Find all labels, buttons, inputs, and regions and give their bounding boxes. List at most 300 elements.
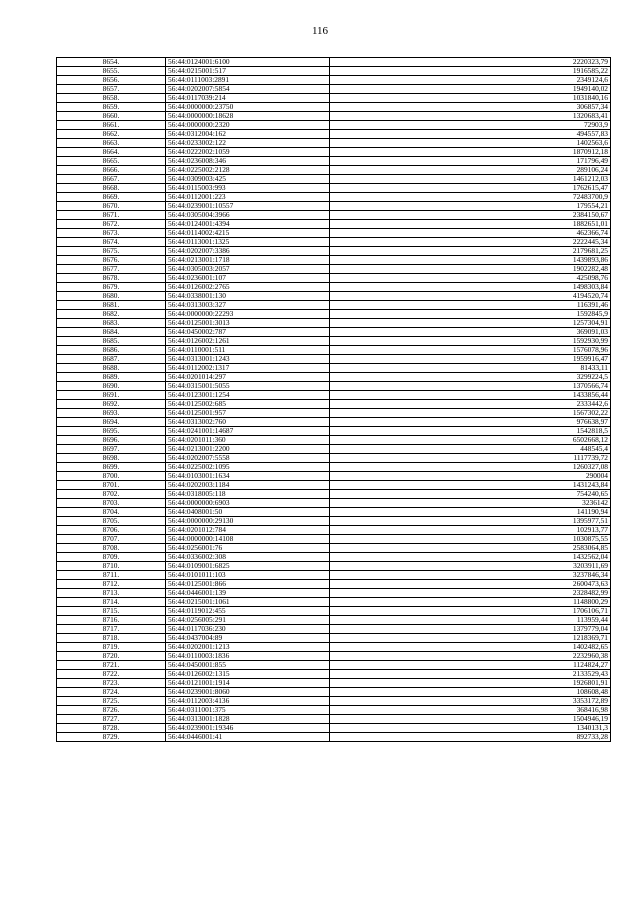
- value-cell: 1504946,19: [330, 715, 611, 724]
- value-cell: 462366,74: [330, 229, 611, 238]
- page-number: 116: [311, 25, 329, 37]
- value-cell: 1576078,96: [330, 346, 611, 355]
- table-row: [57, 184, 611, 193]
- row-number-cell: 8660.: [57, 112, 166, 121]
- cadastral-number-cell: 56:44:0202003:1184: [166, 481, 330, 490]
- cadastral-number-cell: 56:44:0000000:6903: [166, 499, 330, 508]
- cadastral-number-cell: 56:44:0215001:1061: [166, 598, 330, 607]
- value-cell: 1959916,47: [330, 355, 611, 364]
- value-cell: 116391,46: [330, 301, 611, 310]
- cadastral-number-cell: 56:44:0450002:787: [166, 328, 330, 337]
- table-row: [57, 670, 611, 679]
- row-number-cell: 8708.: [57, 544, 166, 553]
- value-cell: 2133529,43: [330, 670, 611, 679]
- cadastral-number-cell: 56:44:0113001:1325: [166, 238, 330, 247]
- value-cell: 368416,98: [330, 706, 611, 715]
- value-cell: 1148800,29: [330, 598, 611, 607]
- table-row: [57, 67, 611, 76]
- value-cell: 976638,97: [330, 418, 611, 427]
- table-row: [57, 598, 611, 607]
- cadastral-number-cell: 56:44:0241001:14687: [166, 427, 330, 436]
- row-number-cell: 8702.: [57, 490, 166, 499]
- table-row: [57, 175, 611, 184]
- table-row: [57, 580, 611, 589]
- table-row: [57, 346, 611, 355]
- cadastral-number-cell: 56:44:0336002:308: [166, 553, 330, 562]
- value-cell: 1461212,03: [330, 175, 611, 184]
- row-number-cell: 8665.: [57, 157, 166, 166]
- value-cell: 2179681,25: [330, 247, 611, 256]
- value-cell: 754240,65: [330, 490, 611, 499]
- cadastral-number-cell: 56:44:0201012:784: [166, 526, 330, 535]
- row-number-cell: 8717.: [57, 625, 166, 634]
- table-row: [57, 571, 611, 580]
- value-cell: 3353172,89: [330, 697, 611, 706]
- row-number-cell: 8727.: [57, 715, 166, 724]
- row-number-cell: 8671.: [57, 211, 166, 220]
- cadastral-number-cell: 56:44:0112001:223: [166, 193, 330, 202]
- value-cell: 2583064,85: [330, 544, 611, 553]
- cadastral-number-cell: 56:44:0123001:1254: [166, 391, 330, 400]
- value-cell: 290004: [330, 472, 611, 481]
- value-cell: 72483700,9: [330, 193, 611, 202]
- value-cell: 494557,83: [330, 130, 611, 139]
- row-number-cell: 8663.: [57, 139, 166, 148]
- row-number-cell: 8695.: [57, 427, 166, 436]
- row-number-cell: 8657.: [57, 85, 166, 94]
- value-cell: 1257304,91: [330, 319, 611, 328]
- row-number-cell: 8687.: [57, 355, 166, 364]
- value-cell: 1402482,65: [330, 643, 611, 652]
- value-cell: 2349124,6: [330, 76, 611, 85]
- table-row: [57, 139, 611, 148]
- cadastral-number-cell: 56:44:0000000:18628: [166, 112, 330, 121]
- row-number-cell: 8678.: [57, 274, 166, 283]
- row-number-cell: 8688.: [57, 364, 166, 373]
- table-row: [57, 634, 611, 643]
- table-row: [57, 76, 611, 85]
- row-number-cell: 8684.: [57, 328, 166, 337]
- value-cell: 1916585,22: [330, 67, 611, 76]
- value-cell: 3299224,5: [330, 373, 611, 382]
- cadastral-number-cell: 56:44:0202001:1213: [166, 643, 330, 652]
- row-number-cell: 8659.: [57, 103, 166, 112]
- cadastral-number-cell: 56:44:0202007:5558: [166, 454, 330, 463]
- table-row: [57, 436, 611, 445]
- row-number-cell: 8713.: [57, 589, 166, 598]
- table-row: [57, 85, 611, 94]
- row-number-cell: 8729.: [57, 733, 166, 742]
- cadastral-number-cell: 56:44:0117039:214: [166, 94, 330, 103]
- row-number-cell: 8680.: [57, 292, 166, 301]
- cadastral-number-cell: 56:44:0101011:103: [166, 571, 330, 580]
- table-row: [57, 589, 611, 598]
- table-row: [57, 688, 611, 697]
- table-row: [57, 616, 611, 625]
- row-number-cell: 8725.: [57, 697, 166, 706]
- cadastral-number-cell: 56:44:0225002:2128: [166, 166, 330, 175]
- row-number-cell: 8706.: [57, 526, 166, 535]
- row-number-cell: 8675.: [57, 247, 166, 256]
- table-row: [57, 625, 611, 634]
- cadastral-number-cell: 56:44:0117036:230: [166, 625, 330, 634]
- row-number-cell: 8691.: [57, 391, 166, 400]
- table-row: [57, 94, 611, 103]
- cadastral-number-cell: 56:44:0222002:1059: [166, 148, 330, 157]
- row-number-cell: 8666.: [57, 166, 166, 175]
- value-cell: 108608,48: [330, 688, 611, 697]
- table-row: [57, 157, 611, 166]
- cadastral-number-cell: 56:44:0119012:455: [166, 607, 330, 616]
- cadastral-number-cell: 56:44:0125001:866: [166, 580, 330, 589]
- cadastral-number-cell: 56:44:0239001:10557: [166, 202, 330, 211]
- row-number-cell: 8681.: [57, 301, 166, 310]
- value-cell: 141190,94: [330, 508, 611, 517]
- table-row: [57, 211, 611, 220]
- value-cell: 1902282,48: [330, 265, 611, 274]
- cadastral-number-cell: 56:44:0311001:375: [166, 706, 330, 715]
- table-row: [57, 229, 611, 238]
- value-cell: 289106,24: [330, 166, 611, 175]
- value-cell: 113959,44: [330, 616, 611, 625]
- cadastral-number-cell: 56:44:0213001:1718: [166, 256, 330, 265]
- value-cell: 2600473,63: [330, 580, 611, 589]
- value-cell: 3237846,34: [330, 571, 611, 580]
- table-row: [57, 265, 611, 274]
- table-row: [57, 283, 611, 292]
- value-cell: 1433856,44: [330, 391, 611, 400]
- row-number-cell: 8694.: [57, 418, 166, 427]
- value-cell: 1706106,71: [330, 607, 611, 616]
- row-number-cell: 8726.: [57, 706, 166, 715]
- value-cell: 3203911,69: [330, 562, 611, 571]
- table-row: [57, 517, 611, 526]
- cadastral-number-cell: 56:44:0000000:29130: [166, 517, 330, 526]
- row-number-cell: 8682.: [57, 310, 166, 319]
- row-number-cell: 8662.: [57, 130, 166, 139]
- cadastral-number-cell: 56:44:0103001:1634: [166, 472, 330, 481]
- row-number-cell: 8674.: [57, 238, 166, 247]
- row-number-cell: 8654.: [57, 58, 166, 67]
- table-row: [57, 679, 611, 688]
- cadastral-number-cell: 56:44:0000000:14108: [166, 535, 330, 544]
- row-number-cell: 8701.: [57, 481, 166, 490]
- row-number-cell: 8664.: [57, 148, 166, 157]
- value-cell: 102913,77: [330, 526, 611, 535]
- row-number-cell: 8676.: [57, 256, 166, 265]
- value-cell: 1567302,22: [330, 409, 611, 418]
- table-row: [57, 373, 611, 382]
- cadastral-number-cell: 56:44:0121001:1914: [166, 679, 330, 688]
- value-cell: 171796,49: [330, 157, 611, 166]
- table-row: [57, 733, 611, 742]
- value-cell: 3236142: [330, 499, 611, 508]
- row-number-cell: 8720.: [57, 652, 166, 661]
- cadastral-number-cell: 56:44:0112002:1317: [166, 364, 330, 373]
- cadastral-number-cell: 56:44:0115003:993: [166, 184, 330, 193]
- row-number-cell: 8655.: [57, 67, 166, 76]
- value-cell: 2222445,34: [330, 238, 611, 247]
- row-number-cell: 8700.: [57, 472, 166, 481]
- cadastral-number-cell: 56:44:0236008:346: [166, 157, 330, 166]
- row-number-cell: 8667.: [57, 175, 166, 184]
- row-number-cell: 8669.: [57, 193, 166, 202]
- table-row: [57, 526, 611, 535]
- cadastral-number-cell: 56:44:0236001:107: [166, 274, 330, 283]
- value-cell: 1402563,6: [330, 139, 611, 148]
- value-cell: 1395977,51: [330, 517, 611, 526]
- value-cell: 1370566,74: [330, 382, 611, 391]
- cadastral-number-cell: 56:44:0256005:291: [166, 616, 330, 625]
- table-row: [57, 706, 611, 715]
- value-cell: 892733,28: [330, 733, 611, 742]
- row-number-cell: 8714.: [57, 598, 166, 607]
- value-cell: 369091,03: [330, 328, 611, 337]
- table-row: [57, 715, 611, 724]
- cadastral-number-cell: 56:44:0437004:89: [166, 634, 330, 643]
- table-row: [57, 166, 611, 175]
- cadastral-number-cell: 56:44:0112003:4136: [166, 697, 330, 706]
- cadastral-number-cell: 56:44:0000000:2320: [166, 121, 330, 130]
- cadastral-number-cell: 56:44:0315001:5055: [166, 382, 330, 391]
- cadastral-number-cell: 56:44:0239001:19346: [166, 724, 330, 733]
- cadastral-number-cell: 56:44:0125002:685: [166, 400, 330, 409]
- value-cell: 81433,11: [330, 364, 611, 373]
- cadastral-number-cell: 56:44:0408001:50: [166, 508, 330, 517]
- row-number-cell: 8693.: [57, 409, 166, 418]
- value-cell: 1432562,04: [330, 553, 611, 562]
- value-cell: 1260327,08: [330, 463, 611, 472]
- cadastral-number-cell: 56:44:0450001:855: [166, 661, 330, 670]
- value-cell: 1949140,02: [330, 85, 611, 94]
- cadastral-number-cell: 56:44:0256001:76: [166, 544, 330, 553]
- row-number-cell: 8712.: [57, 580, 166, 589]
- row-number-cell: 8658.: [57, 94, 166, 103]
- cadastral-number-cell: 56:44:0225002:1095: [166, 463, 330, 472]
- value-cell: 72903,9: [330, 121, 611, 130]
- registry-table: [56, 57, 611, 742]
- value-cell: 1340131,3: [330, 724, 611, 733]
- row-number-cell: 8686.: [57, 346, 166, 355]
- value-cell: 448545,4: [330, 445, 611, 454]
- cadastral-number-cell: 56:44:0213001:2200: [166, 445, 330, 454]
- table-row: [57, 409, 611, 418]
- row-number-cell: 8670.: [57, 202, 166, 211]
- row-number-cell: 8728.: [57, 724, 166, 733]
- table-row: [57, 661, 611, 670]
- value-cell: 1030875,55: [330, 535, 611, 544]
- value-cell: 1762615,47: [330, 184, 611, 193]
- row-number-cell: 8724.: [57, 688, 166, 697]
- row-number-cell: 8716.: [57, 616, 166, 625]
- table-row: [57, 301, 611, 310]
- row-number-cell: 8707.: [57, 535, 166, 544]
- table-row: [57, 490, 611, 499]
- value-cell: 1320683,41: [330, 112, 611, 121]
- cadastral-number-cell: 56:44:0305003:2057: [166, 265, 330, 274]
- table-row: [57, 562, 611, 571]
- row-number-cell: 8704.: [57, 508, 166, 517]
- table-row: [57, 643, 611, 652]
- table-row: [57, 382, 611, 391]
- table-row: [57, 463, 611, 472]
- value-cell: 1379779,04: [330, 625, 611, 634]
- value-cell: 2333442,6: [330, 400, 611, 409]
- cadastral-number-cell: 56:44:0202007:5854: [166, 85, 330, 94]
- cadastral-number-cell: 56:44:0313001:1828: [166, 715, 330, 724]
- table-row: [57, 400, 611, 409]
- value-cell: 425098,76: [330, 274, 611, 283]
- table-row: [57, 337, 611, 346]
- value-cell: 1542818,5: [330, 427, 611, 436]
- row-number-cell: 8677.: [57, 265, 166, 274]
- table-row: [57, 355, 611, 364]
- registry-table-body: [57, 58, 611, 742]
- cadastral-number-cell: 56:44:0312004:162: [166, 130, 330, 139]
- table-row: [57, 724, 611, 733]
- cadastral-number-cell: 56:44:0126002:2765: [166, 283, 330, 292]
- cadastral-number-cell: 56:44:0313001:1243: [166, 355, 330, 364]
- value-cell: 2384150,67: [330, 211, 611, 220]
- value-cell: 1031840,16: [330, 94, 611, 103]
- cadastral-number-cell: 56:44:0125001:3013: [166, 319, 330, 328]
- value-cell: 179554,21: [330, 202, 611, 211]
- table-row: [57, 130, 611, 139]
- row-number-cell: 8661.: [57, 121, 166, 130]
- table-row: [57, 499, 611, 508]
- table-row: [57, 427, 611, 436]
- table-row: [57, 481, 611, 490]
- cadastral-number-cell: 56:44:0215001:517: [166, 67, 330, 76]
- row-number-cell: 8668.: [57, 184, 166, 193]
- value-cell: 2220323,79: [330, 58, 611, 67]
- row-number-cell: 8721.: [57, 661, 166, 670]
- row-number-cell: 8690.: [57, 382, 166, 391]
- cadastral-number-cell: 56:44:0233002:122: [166, 139, 330, 148]
- cadastral-number-cell: 56:44:0000000:23750: [166, 103, 330, 112]
- cadastral-number-cell: 56:44:0202007:3386: [166, 247, 330, 256]
- table-row: [57, 256, 611, 265]
- table-row: [57, 121, 611, 130]
- value-cell: 1592930,99: [330, 337, 611, 346]
- table-row: [57, 193, 611, 202]
- table-row: [57, 112, 611, 121]
- cadastral-number-cell: 56:44:0338001:130: [166, 292, 330, 301]
- table-row: [57, 652, 611, 661]
- value-cell: 306857,34: [330, 103, 611, 112]
- row-number-cell: 8722.: [57, 670, 166, 679]
- table-row: [57, 454, 611, 463]
- cadastral-number-cell: 56:44:0114002:4215: [166, 229, 330, 238]
- row-number-cell: 8711.: [57, 571, 166, 580]
- cadastral-number-cell: 56:44:0110001:511: [166, 346, 330, 355]
- table-row: [57, 328, 611, 337]
- table-row: [57, 220, 611, 229]
- value-cell: 2232960,38: [330, 652, 611, 661]
- cadastral-number-cell: 56:44:0239001:8060: [166, 688, 330, 697]
- cadastral-number-cell: 56:44:0125001:957: [166, 409, 330, 418]
- table-row: [57, 292, 611, 301]
- row-number-cell: 8715.: [57, 607, 166, 616]
- cadastral-number-cell: 56:44:0124001:4394: [166, 220, 330, 229]
- table-row: [57, 544, 611, 553]
- value-cell: 4194520,74: [330, 292, 611, 301]
- table-row: [57, 103, 611, 112]
- row-number-cell: 8672.: [57, 220, 166, 229]
- cadastral-number-cell: 56:44:0201014:297: [166, 373, 330, 382]
- row-number-cell: 8705.: [57, 517, 166, 526]
- value-cell: 6502668,12: [330, 436, 611, 445]
- row-number-cell: 8692.: [57, 400, 166, 409]
- cadastral-number-cell: 56:44:0109001:6825: [166, 562, 330, 571]
- value-cell: 2328482,99: [330, 589, 611, 598]
- table-row: [57, 553, 611, 562]
- table-row: [57, 319, 611, 328]
- cadastral-number-cell: 56:44:0313003:327: [166, 301, 330, 310]
- value-cell: 1439893,86: [330, 256, 611, 265]
- table-row: [57, 148, 611, 157]
- row-number-cell: 8689.: [57, 373, 166, 382]
- table-row: [57, 202, 611, 211]
- table-row: [57, 607, 611, 616]
- row-number-cell: 8685.: [57, 337, 166, 346]
- cadastral-number-cell: 56:44:0446001:139: [166, 589, 330, 598]
- row-number-cell: 8710.: [57, 562, 166, 571]
- row-number-cell: 8679.: [57, 283, 166, 292]
- row-number-cell: 8683.: [57, 319, 166, 328]
- row-number-cell: 8699.: [57, 463, 166, 472]
- cadastral-number-cell: 56:44:0126002:1315: [166, 670, 330, 679]
- cadastral-number-cell: 56:44:0126002:1261: [166, 337, 330, 346]
- row-number-cell: 8673.: [57, 229, 166, 238]
- cadastral-number-cell: 56:44:0305004:3966: [166, 211, 330, 220]
- value-cell: 1117739,72: [330, 454, 611, 463]
- row-number-cell: 8703.: [57, 499, 166, 508]
- row-number-cell: 8718.: [57, 634, 166, 643]
- table-row: [57, 58, 611, 67]
- table-row: [57, 697, 611, 706]
- value-cell: 1882651,01: [330, 220, 611, 229]
- table-row: [57, 445, 611, 454]
- cadastral-number-cell: 56:44:0111003:2891: [166, 76, 330, 85]
- table-row: [57, 535, 611, 544]
- row-number-cell: 8709.: [57, 553, 166, 562]
- row-number-cell: 8696.: [57, 436, 166, 445]
- cadastral-number-cell: 56:44:0318005:118: [166, 490, 330, 499]
- row-number-cell: 8723.: [57, 679, 166, 688]
- value-cell: 1592845,9: [330, 310, 611, 319]
- table-row: [57, 310, 611, 319]
- value-cell: 1218369,71: [330, 634, 611, 643]
- value-cell: 1926801,91: [330, 679, 611, 688]
- cadastral-number-cell: 56:44:0000000:22293: [166, 310, 330, 319]
- cadastral-number-cell: 56:44:0110003:1836: [166, 652, 330, 661]
- value-cell: 1124824,27: [330, 661, 611, 670]
- table-row: [57, 364, 611, 373]
- value-cell: 1431243,84: [330, 481, 611, 490]
- cadastral-number-cell: 56:44:0313002:760: [166, 418, 330, 427]
- row-number-cell: 8719.: [57, 643, 166, 652]
- row-number-cell: 8698.: [57, 454, 166, 463]
- cadastral-number-cell: 56:44:0309003:425: [166, 175, 330, 184]
- table-row: [57, 472, 611, 481]
- row-number-cell: 8656.: [57, 76, 166, 85]
- cadastral-number-cell: 56:44:0446001:41: [166, 733, 330, 742]
- table-row: [57, 508, 611, 517]
- cadastral-number-cell: 56:44:0201011:360: [166, 436, 330, 445]
- row-number-cell: 8697.: [57, 445, 166, 454]
- table-row: [57, 274, 611, 283]
